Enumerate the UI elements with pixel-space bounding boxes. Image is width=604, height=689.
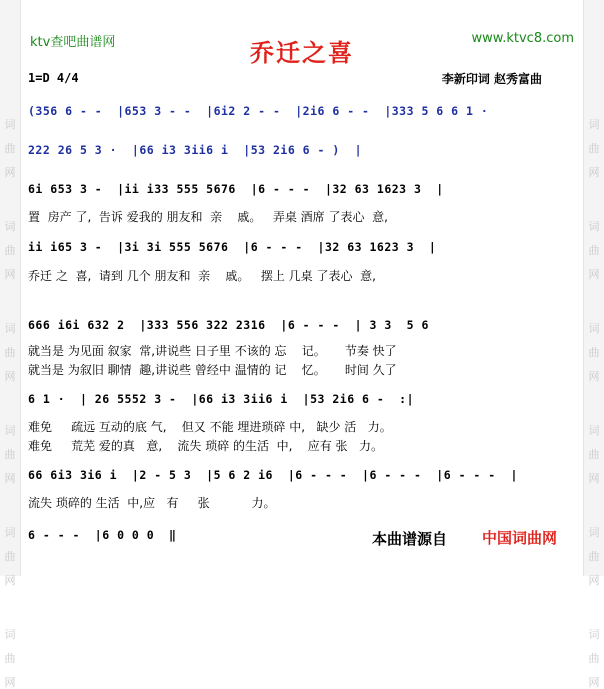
watermark-glyph: 词 (4, 118, 16, 131)
lyric-line-5b: 就当是 为叙旧 聊情 趣,讲说些 曾经中 温情的 记 忆。 时间 久了 (28, 363, 397, 377)
source-label: 本曲谱源自 (372, 530, 448, 548)
watermark-glyph: 网 (4, 268, 16, 281)
watermark-glyph: 网 (588, 166, 600, 179)
notation-line-7: 66 6i3 3i6 i |2 - 5 3 |5 6 2 i6 |6 - - - |6 - - - |6 - - - | (28, 468, 518, 482)
left-watermark-strip (0, 0, 21, 689)
watermark-glyph: 词 (588, 628, 600, 641)
watermark-glyph: 网 (588, 574, 600, 587)
lyric-line-5a: 就当是 为见面 叙家 常,讲说些 日子里 不该的 忘 记。 节奏 快了 (28, 344, 397, 358)
watermark-glyph: 网 (4, 472, 16, 485)
watermark-glyph: 曲 (588, 346, 600, 359)
watermark-glyph: 词 (4, 220, 16, 233)
watermark-glyph: 词 (4, 628, 16, 641)
watermark-glyph: 网 (4, 676, 16, 689)
notation-line-5: 666 i6i 632 2 |333 556 322 2316 |6 - - - | 3 3 5 6 (28, 318, 429, 332)
watermark-glyph: 网 (588, 370, 600, 383)
watermark-glyph: 网 (4, 370, 16, 383)
site-url-right: www.ktvc8.com (471, 31, 574, 46)
brand-link[interactable]: 中国词曲网 (482, 529, 558, 547)
watermark-glyph: 网 (4, 166, 16, 179)
notation-line-6: 6 1 · | 26 5552 3 - |66 i3 3ii6 i |53 2i6 6 - :| (28, 392, 415, 406)
watermark-glyph: 曲 (4, 244, 16, 257)
lyric-line-4: 乔迁 之 喜, 请到 几个 朋友和 亲 戚。 摆上 几桌 了表心 意, (28, 269, 376, 283)
song-credits: 李新印词 赵秀富曲 (441, 72, 542, 86)
lyric-line-6a: 难免 疏远 互动的底 气, 但又 不能 埋进琐碎 中, 缺少 活 力。 (28, 420, 392, 434)
lyric-line-6b: 难免 荒芜 爱的真 意, 流失 琐碎 的生活 中, 应有 张 力。 (28, 439, 383, 453)
watermark-glyph: 网 (4, 574, 16, 587)
watermark-glyph: 词 (588, 526, 600, 539)
key-signature: 1=D 4/4 (28, 71, 79, 85)
watermark-glyph: 词 (4, 424, 16, 437)
watermark-glyph: 曲 (4, 550, 16, 563)
watermark-glyph: 曲 (4, 448, 16, 461)
watermark-glyph: 曲 (588, 142, 600, 155)
lyric-line-3: 置 房产 了, 告诉 爱我的 朋友和 亲 戚。 弄桌 酒席 了表心 意, (28, 210, 388, 224)
watermark-glyph: 曲 (4, 346, 16, 359)
notation-line-1: (356 6 - - |653 3 - - |6i2 2 - - |2i6 6 - - |333 5 6 6 1 · (28, 104, 489, 118)
watermark-glyph: 词 (4, 322, 16, 335)
watermark-glyph: 词 (588, 322, 600, 335)
notation-line-3: 6i 653 3 - |ii i33 555 5676 |6 - - - |32 63 1623 3 | (28, 182, 444, 196)
notation-line-8: 6 - - - |6 0 0 0 ‖ (28, 528, 177, 542)
watermark-glyph: 网 (588, 268, 600, 281)
watermark-glyph: 词 (588, 424, 600, 437)
watermark-glyph: 词 (4, 526, 16, 539)
site-name-left: ktv查吧曲谱网 (30, 35, 116, 50)
watermark-glyph: 曲 (588, 448, 600, 461)
notation-line-4: ii i65 3 - |3i 3i 555 5676 |6 - - - |32 63 1623 3 | (28, 240, 437, 254)
lyric-line-7: 流失 琐碎的 生活 中,应 有 张 力。 (28, 496, 276, 510)
watermark-glyph: 词 (588, 220, 600, 233)
watermark-glyph: 网 (588, 676, 600, 689)
notation-line-2: 222 26 5 3 · |66 i3 3ii6 i |53 2i6 6 - ) | (28, 143, 363, 157)
watermark-glyph: 网 (588, 472, 600, 485)
watermark-glyph: 曲 (588, 652, 600, 665)
watermark-glyph: 曲 (4, 652, 16, 665)
watermark-glyph: 词 (588, 118, 600, 131)
right-watermark-strip (583, 0, 604, 689)
watermark-glyph: 曲 (588, 244, 600, 257)
watermark-glyph: 曲 (588, 550, 600, 563)
song-title: 乔迁之喜 (250, 38, 354, 67)
watermark-glyph: 曲 (4, 142, 16, 155)
